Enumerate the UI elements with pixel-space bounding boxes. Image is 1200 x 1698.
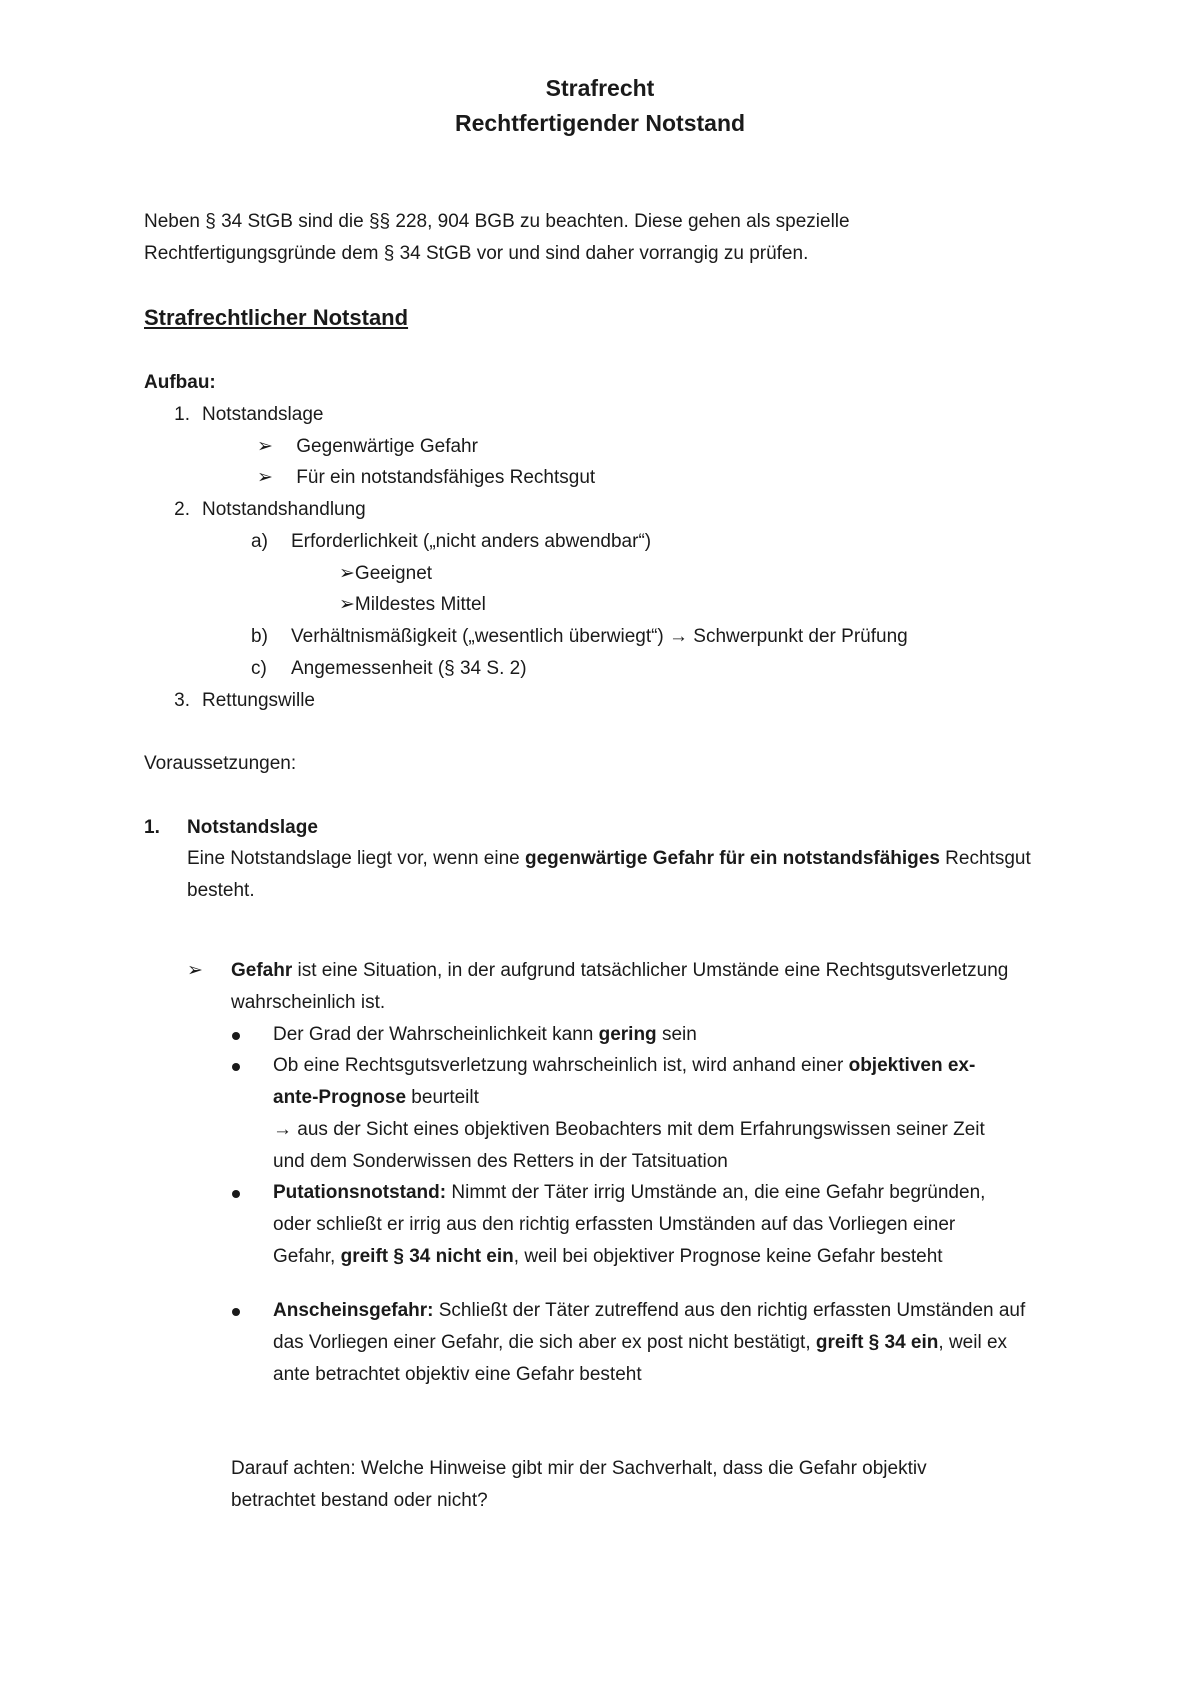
- aufbau-subsub-text: Mildestes Mittel: [354, 594, 486, 615]
- voraussetzung-description-line-2: besteht.: [187, 880, 255, 901]
- gefahr-point-3-line-3: [273, 1241, 943, 1272]
- point-text: das Vorliegen einer Gefahr, die sich aber ex post nicht bestätigt,: [273, 1332, 816, 1353]
- aufbau-item-text: Notstandshandlung: [202, 499, 366, 520]
- aufbau-item-2: [160, 494, 366, 525]
- voraussetzung-title: Notstandslage: [187, 817, 318, 838]
- aufbau-label: Aufbau:: [144, 372, 216, 393]
- sub-letter: c): [251, 658, 267, 679]
- aufbau-item-number: 2.: [174, 499, 190, 520]
- arrowhead-bullet-icon: ➢: [339, 594, 355, 615]
- round-bullet-icon: [232, 1177, 240, 1208]
- voraussetzung-number: 1.: [144, 817, 160, 838]
- point-emphasis: greift § 34 nicht ein: [340, 1246, 514, 1267]
- round-bullet-icon: [232, 1019, 240, 1050]
- point-text: Ob eine Rechtsgutsverletzung wahrscheinlich ist, wird anhand einer: [273, 1055, 849, 1076]
- gefahr-point-4-line-3: ante betrachtet objektiv eine Gefahr besteht: [273, 1364, 642, 1385]
- voraussetzung-heading: [144, 812, 318, 843]
- point-text: beurteilt: [406, 1087, 479, 1108]
- aufbau-sub-text: Für ein notstandsfähiges Rechtsgut: [296, 467, 596, 488]
- point-emphasis: ante-Prognose: [273, 1087, 407, 1108]
- intro-line-1: Neben § 34 StGB sind die §§ 228, 904 BGB zu beachten. Diese gehen als spezielle: [144, 211, 850, 232]
- aufbau-sub-letter-item: [251, 526, 651, 557]
- gefahr-point-2-line-3: → aus der Sicht eines objektiven Beobachters mit dem Erfahrungswissen seiner Zeit: [273, 1119, 985, 1140]
- section-heading: Strafrechtlicher Notstand: [144, 305, 409, 330]
- aufbau-item-number: 1.: [174, 404, 190, 425]
- arrowhead-bullet-icon: ➢: [339, 563, 355, 584]
- point-emphasis: Anscheinsgefahr:: [273, 1300, 434, 1321]
- point-text: Nimmt der Täter irrig Umstände an, die eine Gefahr begründen,: [446, 1182, 986, 1203]
- gefahr-term: Gefahr: [231, 960, 293, 981]
- round-bullet-icon: [232, 1050, 240, 1081]
- gefahr-definition-text: ist eine Situation, in der aufgrund tatsächlicher Umstände eine Rechtsgutsverletzung: [292, 960, 1009, 981]
- aufbau-item-text: Notstandslage: [202, 404, 324, 425]
- point-text: Gefahr,: [273, 1246, 341, 1267]
- gefahr-definition-line-1: [231, 955, 1008, 986]
- aufbau-subsub-item: [339, 589, 486, 620]
- aufbau-item-1: [160, 399, 323, 430]
- gefahr-point-4-line-1: [273, 1295, 1025, 1326]
- gefahr-point-1: [273, 1019, 697, 1050]
- sub-letter-text: Erforderlichkeit („nicht anders abwendbar“): [291, 531, 652, 552]
- point-text: , weil ex: [938, 1332, 1008, 1353]
- aufbau-item-number: 3.: [174, 690, 190, 711]
- arrowhead-bullet-icon: ➢: [257, 436, 273, 457]
- aufbau-item-text: Rettungswille: [202, 690, 315, 711]
- arrowhead-bullet-icon: ➢: [187, 960, 203, 981]
- point-emphasis: gering: [598, 1024, 657, 1045]
- point-emphasis: objektiven ex-: [848, 1055, 976, 1076]
- aufbau-subsub-text: Geeignet: [354, 563, 433, 584]
- gefahr-point-2-line-2: [273, 1082, 479, 1113]
- sub-letter-text: Angemessenheit (§ 34 S. 2): [291, 658, 527, 679]
- aufbau-sub-letter-item: [251, 653, 527, 684]
- document-title: Strafrecht: [545, 75, 655, 101]
- hint-line-1: Darauf achten: Welche Hinweise gibt mir der Sachverhalt, dass die Gefahr objektiv: [231, 1458, 927, 1479]
- description-emphasis: gegenwärtige Gefahr für ein notstandsfähiges: [525, 848, 940, 869]
- aufbau-subsub-item: [339, 558, 432, 589]
- description-text: Rechtsgut: [939, 848, 1031, 869]
- voraussetzung-description-line-1: [187, 843, 1031, 874]
- arrowhead-bullet-icon: ➢: [257, 467, 273, 488]
- gefahr-point-3-line-2: oder schließt er irrig aus den richtig erfassten Umständen auf das Vorliegen einer: [273, 1214, 956, 1235]
- gefahr-point-2-line-4: und dem Sonderwissen des Retters in der Tatsituation: [273, 1151, 728, 1172]
- document-subtitle: Rechtfertigender Notstand: [454, 110, 746, 136]
- aufbau-sub-item: [257, 431, 478, 462]
- gefahr-point-4-line-2: [273, 1327, 1007, 1358]
- point-emphasis: greift § 34 ein: [815, 1332, 939, 1353]
- sub-letter-text: Verhältnismäßigkeit („wesentlich überwiegt“) → Schwerpunkt der Prüfung: [291, 626, 908, 647]
- round-bullet-icon: [232, 1295, 240, 1326]
- gefahr-point-3-line-1: [273, 1177, 985, 1208]
- aufbau-sub-text: Gegenwärtige Gefahr: [296, 436, 478, 457]
- aufbau-sub-letter-item: [251, 621, 908, 652]
- hint-line-2: betrachtet bestand oder nicht?: [231, 1490, 488, 1511]
- description-text: Eine Notstandslage liegt vor, wenn eine: [187, 848, 525, 869]
- intro-line-2: Rechtfertigungsgründe dem § 34 StGB vor und sind daher vorrangig zu prüfen.: [144, 243, 809, 264]
- point-text: Schließt der Täter zutreffend aus den richtig erfassten Umständen auf: [433, 1300, 1026, 1321]
- aufbau-sub-item: [257, 462, 595, 493]
- aufbau-item-3: [160, 685, 315, 716]
- point-text: , weil bei objektiver Prognose keine Gefahr besteht: [513, 1246, 943, 1267]
- gefahr-definition-line-2: wahrscheinlich ist.: [231, 992, 386, 1013]
- voraussetzungen-label: Voraussetzungen:: [144, 753, 297, 774]
- sub-letter: b): [251, 626, 268, 647]
- point-emphasis: Putationsnotstand:: [273, 1182, 447, 1203]
- point-text: Der Grad der Wahrscheinlichkeit kann: [273, 1024, 599, 1045]
- point-text: sein: [656, 1024, 697, 1045]
- sub-letter: a): [251, 531, 268, 552]
- gefahr-point-2-line-1: [273, 1050, 975, 1081]
